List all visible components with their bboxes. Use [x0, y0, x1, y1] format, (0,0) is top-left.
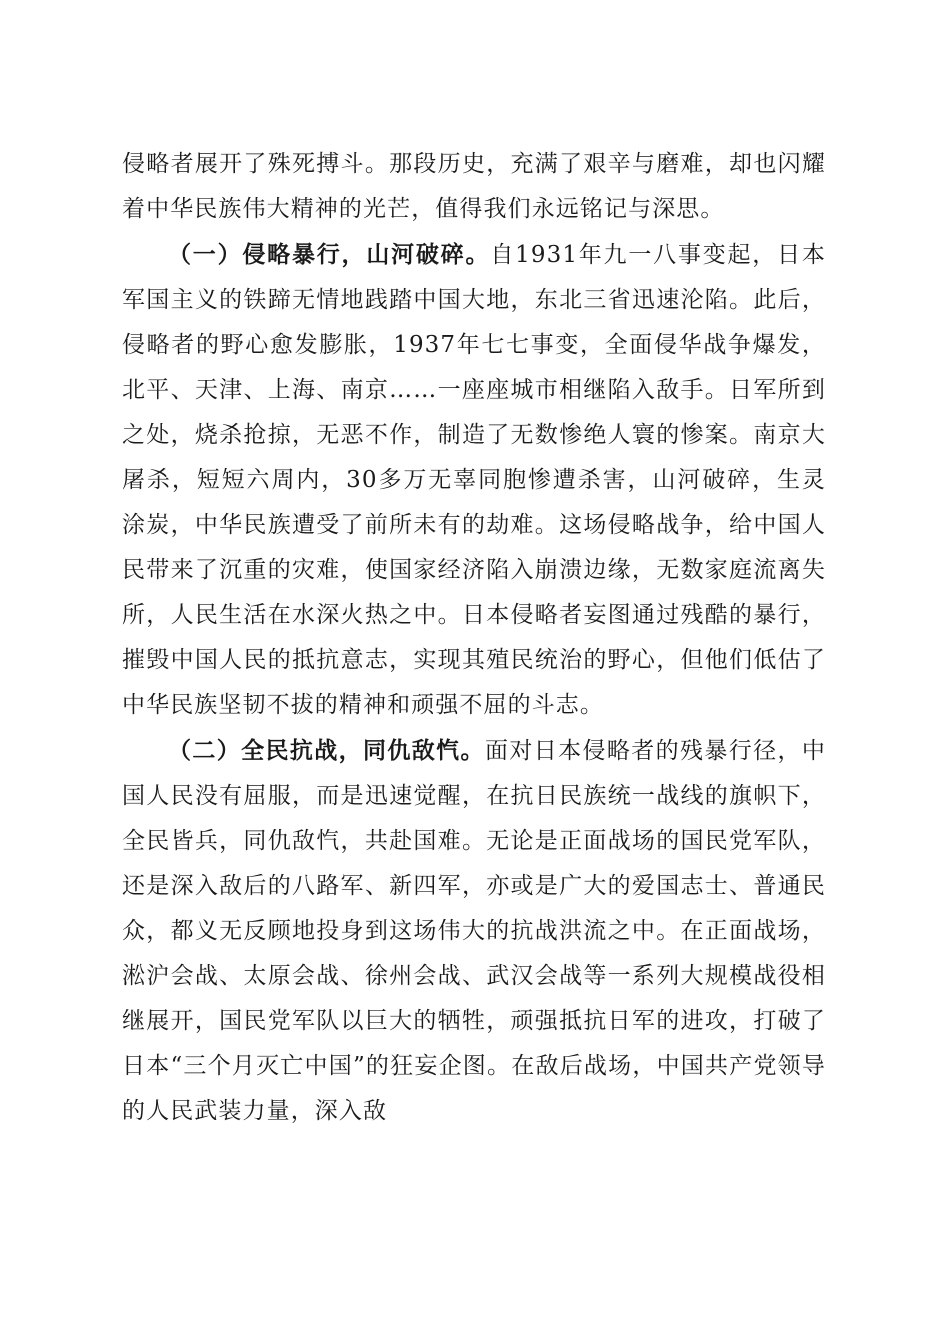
- section-heading-2: （二）全民抗战，同仇敌忾。: [168, 737, 485, 764]
- paragraph-body: 面对日本侵略者的残暴行径，中国人民没有屈服，而是迅速觉醒，在抗日民族统一战线的旗帜下，全民皆兵，同仇敌忾，共赴国难。无论是正面战场的国民党军队，还是深入敌后的八路军、新四军，亦或是广大的爱国志士、普通民众，都义无反顾地投身到这场伟大的抗战洪流之中。在正面战场，淞沪会战、太原会战、徐州会战、武汉会战等一系列大规模战役相继展开，国民党军队以巨大的牺牲，顽强抵抗日军的进攻，打破了日本“三个月灭亡中国”的狂妄企图。在敌后战场，中国共产党领导的人民武装力量，深入敌: [122, 738, 826, 1124]
- paragraph-section-2: [122, 728, 826, 1134]
- paragraph-section-1: [122, 232, 826, 728]
- document-body: [122, 142, 826, 1134]
- paragraph-body: 自1931年九一八事变起，日本军国主义的铁蹄无情地践踏中国大地，东北三省迅速沦陷。此后，侵略者的野心愈发膨胀，1937年七七事变，全面侵华战争爆发，北平、天津、上海、南京……一座座城市相继陷入敌手。日军所到之处，烧杀抢掠，无恶不作，制造了无数惨绝人寰的惨案。南京大屠杀，短短六周内，30多万无辜同胞惨遭杀害，山河破碎，生灵涂炭，中华民族遭受了前所未有的劫难。这场侵略战争，给中国人民带来了沉重的灾难，使国家经济陷入崩溃边缘，无数家庭流离失所，人民生活在水深火热之中。日本侵略者妄图通过残酷的暴行，摧毁中国人民的抵抗意志，实现其殖民统治的野心，但他们低估了中华民族坚韧不拔的精神和顽强不屈的斗志。: [122, 242, 826, 718]
- paragraph-body: 侵略者展开了殊死搏斗。那段历史，充满了艰辛与磨难，却也闪耀着中华民族伟大精神的光芒，值得我们永远铭记与深思。: [122, 151, 826, 222]
- paragraph-continuation: [122, 142, 826, 232]
- section-heading-1: （一）侵略暴行，山河破碎。: [168, 241, 491, 268]
